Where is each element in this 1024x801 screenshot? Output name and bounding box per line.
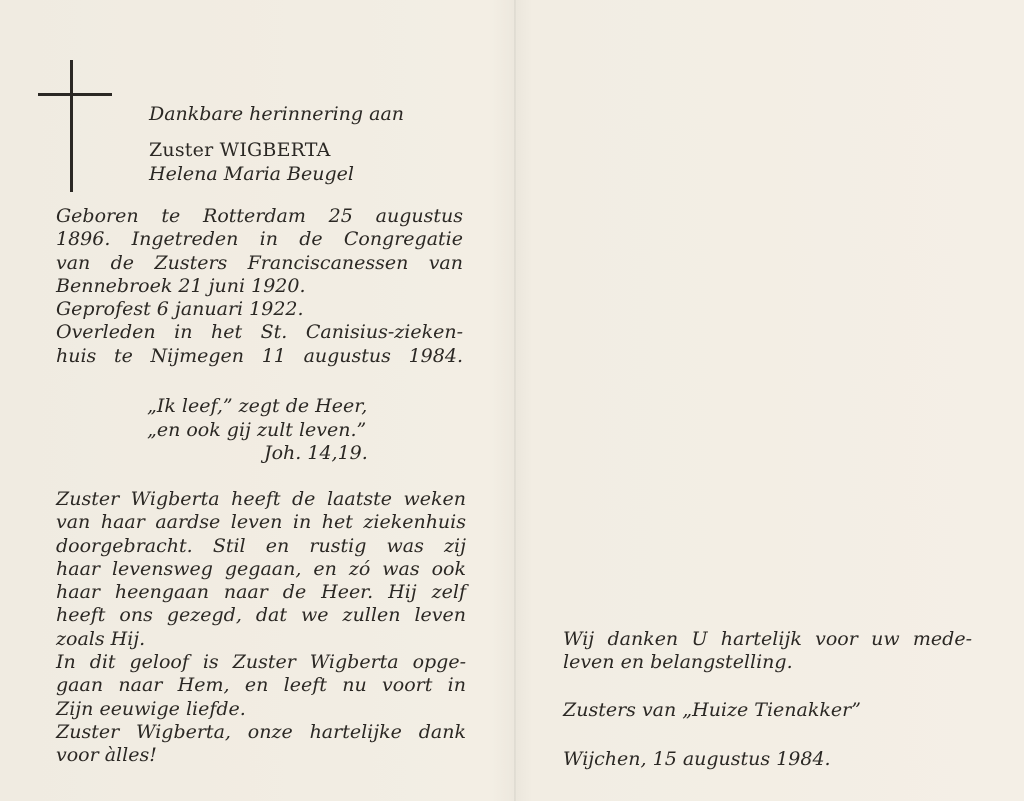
bio-line: huis te Nijmegen 11 augustus 1984. [56, 344, 463, 367]
text-line: Zuster Wigberta, onze hartelijke dank [56, 720, 466, 743]
card-heading [149, 103, 404, 186]
text-line: doorgebracht. Stil en rustig was zij [56, 534, 466, 557]
thanks-line: Wij danken U hartelijk voor uw mede- [563, 628, 972, 650]
thanks-text [563, 628, 972, 675]
quote-line: „Ik leef,” zegt de Heer, [147, 395, 368, 417]
signature: Zusters van „Huize Tienakker” [563, 699, 861, 721]
text-line: zoals Hij. [56, 627, 146, 650]
bio-line: Geprofest 6 januari 1922. [56, 298, 304, 321]
place-date: Wijchen, 15 augustus 1984. [563, 748, 831, 770]
quote-line: „en ook gij zult leven.” [147, 418, 367, 441]
text-line: Zuster Wigberta heeft de laatste weken [56, 488, 466, 510]
text-line: heeft ons gezegd, dat we zullen leven [56, 604, 466, 627]
bio-line: 1896. Ingetreden in de Congregatie [56, 228, 463, 251]
text-line: Zijn eeuwige liefde. [56, 697, 246, 720]
dedication-text: Dankbare herinnering aan [149, 103, 405, 125]
scripture-quote [147, 395, 368, 466]
birth-name: Helena Maria Beugel [149, 163, 354, 185]
text-line: van haar aardse leven in het ziekenhuis [56, 511, 466, 534]
text-line: haar levensweg gegaan, en zó was ook [56, 557, 466, 580]
cross-icon [38, 60, 112, 192]
quote-reference: Joh. 14,19. [264, 442, 368, 464]
bio-line: Geboren te Rotterdam 25 augustus [56, 205, 463, 227]
bio-line: Bennebroek 21 juni 1920. [56, 274, 306, 297]
bio-line: Overleden in het St. Canisius-zieken- [56, 321, 463, 344]
text-line: haar heengaan naar de Heer. Hij zelf [56, 581, 466, 604]
text-line: In dit geloof is Zuster Wigberta opge- [56, 651, 466, 674]
memorial-text [56, 488, 466, 768]
thanks-line: leven en belangstelling. [563, 651, 793, 674]
text-line: gaan naar Hem, en leeft nu voort in [56, 674, 466, 697]
text-line: voor àlles! [56, 744, 157, 767]
deceased-name: Zuster WIGBERTA [149, 139, 331, 161]
biography [56, 205, 463, 368]
card-fold [514, 0, 516, 801]
bio-line: van de Zusters Franciscanessen van [56, 251, 463, 274]
